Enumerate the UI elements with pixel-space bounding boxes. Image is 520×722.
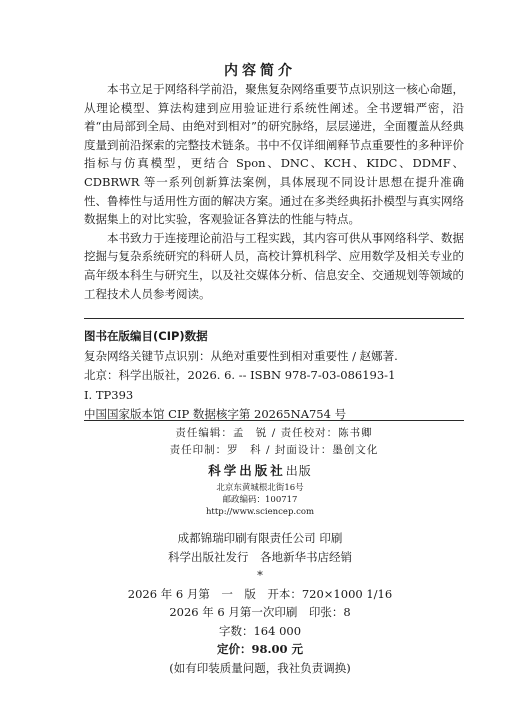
cip-line-publisher: 北京：科学出版社，2026. 6. -- ISBN 978-7-03-086193-1: [84, 368, 396, 382]
staff-editors: 责任编辑：孟 锐 / 责任校对：陈书卿: [175, 427, 373, 439]
price-line: 定价：98.00 元: [216, 642, 303, 656]
quality-notice-line: (如有印装质量问题，我社负责调换): [169, 660, 351, 675]
cip-line-classification: Ⅰ. TP393: [84, 387, 134, 402]
divider-bottom: [84, 420, 464, 421]
intro-paragraph-1: 本书立足于网络科学前沿，聚焦复杂网络重要节点识别这一核心命题，从理论模型、算法构建到应用验证进行系统性阐述。全书逻辑严密，沿着“由局部到全局、由绝对到相对”的研究脉络，层层递进，全面覆盖从经典度量到前沿探索的完整技术链条。书中不仅详细阐释节点重要性的多种评价指标与仿真模型，更结合 Spon、DNC、KCH、KIDC、DDMF、CDBRWR 等一系列创新算法案例，具体展现不同设计思想在提升准确性、鲁棒性与适用性方面的解决方案。通过在多类经典拓扑模型与真实网络数据集上的对比实验，客观验证各算法的性能与特点。: [84, 82, 464, 227]
edition-line: 2026 年 6 月第 一 版 开本：720×1000 1/16: [127, 586, 393, 601]
word-count-line: 字数：164 000: [218, 623, 302, 638]
staff-production: 责任印制：罗 科 / 封面设计：墨创文化: [169, 444, 379, 456]
cip-heading: 图书在版编目(CIP)数据: [84, 329, 208, 343]
intro-title: 内容简介: [224, 63, 296, 79]
cip-line-record-number: 中国国家版本馆 CIP 数据核字第 20265NA754 号: [84, 407, 347, 421]
cip-block: [84, 327, 464, 425]
intro-body: [84, 80, 464, 303]
publisher-address: 北京东黄城根北街16号: [216, 483, 304, 493]
distribution-line: 科学出版社发行 各地新华书店经销: [168, 549, 352, 564]
publisher-name: 科学出版社: [208, 463, 286, 478]
impression-line: 2026 年 6 月第一次印刷 印张：8: [169, 605, 351, 619]
cip-line-title: 复杂网络关键节点识别：从绝对重要性到相对重要性 / 赵娜著.: [84, 348, 398, 363]
publisher-name-suffix: 出版: [285, 464, 312, 478]
publisher-postcode: 邮政编码：100717: [222, 495, 298, 505]
separator-star: *: [257, 568, 263, 582]
divider-top: [84, 318, 464, 319]
publisher-website: http://www.sciencep.com: [205, 507, 315, 517]
publisher-name-line: [0, 461, 520, 479]
printing-info: [0, 529, 520, 677]
intro-paragraph-2: 本书致力于连接理论前沿与工程实践，其内容可供从事网络科学、数据挖掘与复杂系统研究的科研人员，高校计算机科学、应用数学及相关专业的高年级本科生与研究生，以及社交媒体分析、信息安全、交通规划等领域的工程技术人员参考阅读。: [84, 230, 464, 301]
printer-line: 成都锦瑞印刷有限责任公司 印刷: [177, 531, 343, 545]
staff-credits: [84, 425, 464, 459]
